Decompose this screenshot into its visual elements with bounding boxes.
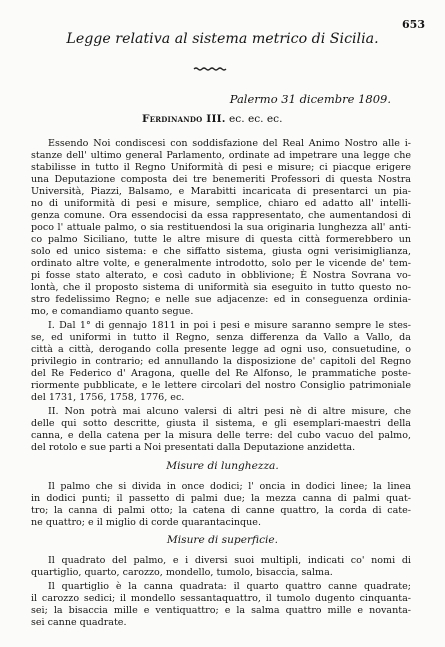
paragraph-line: Il quadrato del palmo, e i diversi suoi multipli, indicati co' nomi di — [48, 555, 411, 566]
article-line: città a città, derogando colla presente legge ad ogni uso, consuetudine, o — [31, 344, 411, 355]
article-line: I. Dal 1° di gennajo 1811 in poi i pesi e misure saranno sempre le stes- — [48, 320, 411, 331]
paragraph-line: genza comune. Ora essendocisi da essa rappresentato, che aumentandosi di — [31, 210, 411, 221]
paragraph-line: quartiglio, quarto, carozzo, mondello, tumolo, bisaccia, salma. — [31, 567, 333, 578]
paragraph-line: stanze dell' ultimo general Parlamento, ordinate ad impetrare una legge che — [31, 150, 411, 161]
paragraph-line: solo ed unico sistema: e che siffatto sistema, giusta ogni verisimiglianza, — [31, 246, 411, 257]
section-heading-length: Misure di lunghezza. — [166, 460, 279, 472]
article-line: II. Non potrà mai alcuno valersi di altri pesi nè di altre misure, che — [48, 406, 411, 417]
ornament-divider — [193, 67, 227, 71]
paragraph-line: in dodici punti; il passetto di palmi due; la mezza canna di palmi quat- — [31, 493, 411, 504]
sovereign-name: Ferdinando III. — [142, 113, 226, 125]
paragraph-line: il carozzo sedici; il mondello sessantaquattro, il tumolo dugento cinquanta- — [31, 593, 411, 604]
article-line: del rotolo e sue parti a Noi presentati dalla Deputazione anzidetta. — [31, 442, 356, 453]
paragraph-line: co palmo Siciliano, tutte le altre misure di questa città formerebbero un — [31, 234, 411, 245]
paragraph-line: ne quattro; e il miglio di corde quarantacinque. — [31, 517, 261, 528]
section-heading-surface: Misure di superficie. — [166, 534, 279, 546]
article-line: canna, e della catena per la misura delle terre: del cubo vacuo del palmo, — [31, 430, 411, 441]
article-line: se, ed uniformi in tutto il Regno, senza differenza da Vallo a Vallo, da — [31, 332, 411, 343]
paragraph-line: Università, Piazzi, Balsamo, e Marabitti incaricata di presentarci un pia- — [31, 186, 411, 197]
paragraph-line: no di uniformità di pesi e misure, semplice, chiaro ed adatto all' intelli- — [31, 198, 411, 209]
paragraph-line: stabilisse in tutto il Regno Uniformità di pesi e misure; ci piacque erigere — [31, 162, 411, 173]
paragraph-line: sei canne quadrate. — [31, 617, 127, 628]
paragraph-line: mo, e comandiamo quanto segue. — [31, 306, 194, 317]
article-line: privilegio in contrario; ed annullando la disposizione de' capitoli del Regno — [31, 356, 411, 367]
sovereign-titles: ec. ec. ec. — [225, 113, 283, 125]
paragraph-line: Il palmo che si divida in once dodici; l' oncia in dodici linee; la linea — [48, 481, 411, 492]
paragraph-line: pi fosse stato alterato, e così caduto in obblivione; È Nostra Sovrana vo- — [31, 270, 411, 281]
paragraph-line: sei; la bisaccia mille e ventiquattro; e la salma quattro mille e novanta- — [31, 605, 411, 616]
paragraph-line: Essendo Noi condiscesi con soddisfazione del Real Animo Nostro alle i- — [48, 138, 411, 149]
paragraph-line: tro; la canna di palmi otto; la catena di canne quattro, la corda di cate- — [31, 505, 411, 516]
paragraph-line: stro fedelissimo Regno; e nelle sue adjacenze: ed in conseguenza ordinia- — [31, 294, 411, 305]
article-line: del Re Federico d' Aragona, quelle del Re Alfonso, le prammatiche poste- — [31, 368, 411, 379]
date-line: Palermo 31 dicembre 1809. — [229, 92, 391, 106]
article-line: del 1731, 1756, 1758, 1776, ec. — [31, 392, 185, 403]
paragraph-line: una Deputazione composta dei tre benemeriti Professori di questa Nostra — [31, 174, 411, 185]
article-line: delle qui sotto descritte, giusta il sistema, e gli esemplari-maestri della — [31, 418, 411, 429]
paragraph-line: poco l' attuale palmo, o sia restituendosi la sua originaria lunghezza all' anti- — [31, 222, 411, 233]
sovereign-line — [142, 114, 282, 125]
page-number: 653 — [402, 18, 425, 31]
paragraph-line: ordinato altre volte, e generalmente introdotto, solo per le vicende de' tem- — [31, 258, 411, 269]
document-title: Legge relativa al sistema metrico di Sicilia. — [66, 31, 379, 47]
paragraph-line: Il quartiglio è la canna quadrata: il quarto quattro canne quadrate; — [48, 581, 411, 592]
paragraph-line: lontà, che il proposto sistema di uniformità sia eseguito in tutto questo no- — [31, 282, 411, 293]
article-line: riormente pubblicate, e le lettere circolari del nostro Consiglio patrimoniale — [31, 380, 411, 391]
